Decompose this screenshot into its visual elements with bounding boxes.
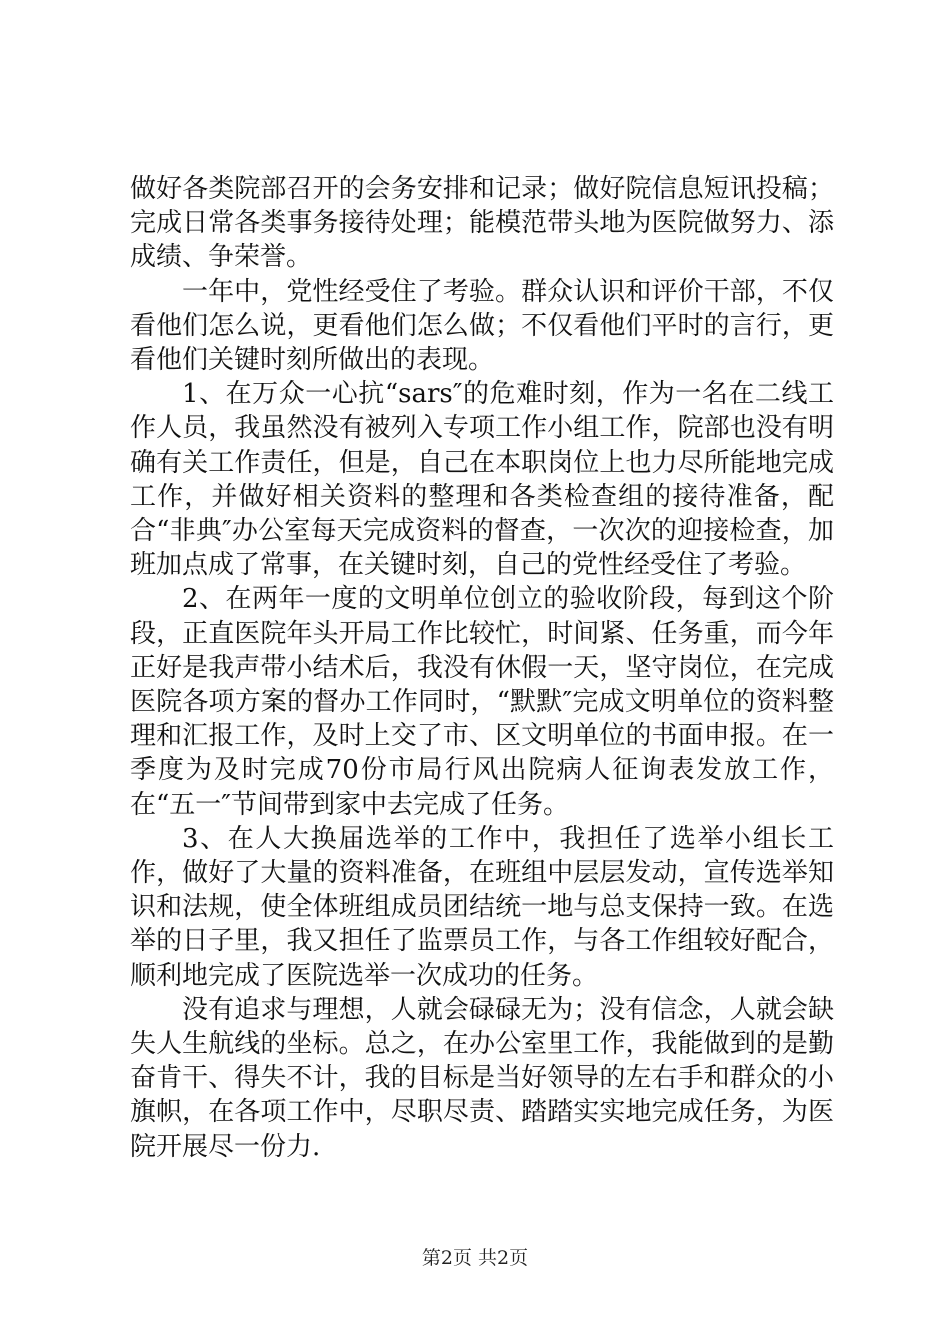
paragraph-conclusion: 没有追求与理想，人就会碌碌无为；没有信念，人就会缺失人生航线的坐标。总之，在办公室里工作，我能做到的是勤奋肯干、得失不计，我的目标是当好领导的左右手和群众的小旗帜，在各项工作中，尽职尽责、踏踏实实地完成任务，为医院开展尽一份力. [130,994,834,1162]
paragraph-item-1-sars: 1、在万众一心抗“sars″的危难时刻，作为一名在二线工作人员，我虽然没有被列入专项工作小组工作，院部也没有明确有关工作责任，但是，自己在本职岗位上也力尽所能地完成工作，并做好相关资料的整理和各类检查组的接待准备，配合“非典″办公室每天完成资料的督查，一次次的迎接检查，加班加点成了常事，在关键时刻，自己的党性经受住了考验。 [130,379,834,581]
page-number-footer: 第2页 共2页 [421,1247,529,1269]
paragraph-continuation: 做好各类院部召开的会务安排和记录；做好院信息短讯投稿；完成日常各类事务接待处理；能模范带头地为医院做努力、添成绩、争荣誉。 [130,174,834,273]
document-body [130,172,834,1164]
paragraph-item-2-civilized-unit: 2、在两年一度的文明单位创立的验收阶段，每到这个阶段，正直医院年头开局工作比较忙，时间紧、任务重，而今年正好是我声带小结术后，我没有休假一天，坚守岗位，在完成医院各项方案的督办工作同时，“默默″完成文明单位的资料整理和汇报工作，及时上交了市、区文明单位的书面申报。在一季度为及时完成70份市局行风出院病人征询表发放工作，在“五一″节间带到家中去完成了任务。 [130,584,834,820]
paragraph-party-spirit: 一年中，党性经受住了考验。群众认识和评价干部，不仅看他们怎么说，更看他们怎么做；不仅看他们平时的言行，更看他们关键时刻所做出的表现。 [130,276,834,376]
paragraph-item-3-election: 3、在人大换届选举的工作中，我担任了选举小组长工作，做好了大量的资料准备，在班组中层层发动，宣传选举知识和法规，使全体班组成员团结统一地与总支保持一致。在选举的日子里，我又担任了监票员工作，与各工作组较好配合，顺利地完成了医院选举一次成功的任务。 [130,823,834,991]
